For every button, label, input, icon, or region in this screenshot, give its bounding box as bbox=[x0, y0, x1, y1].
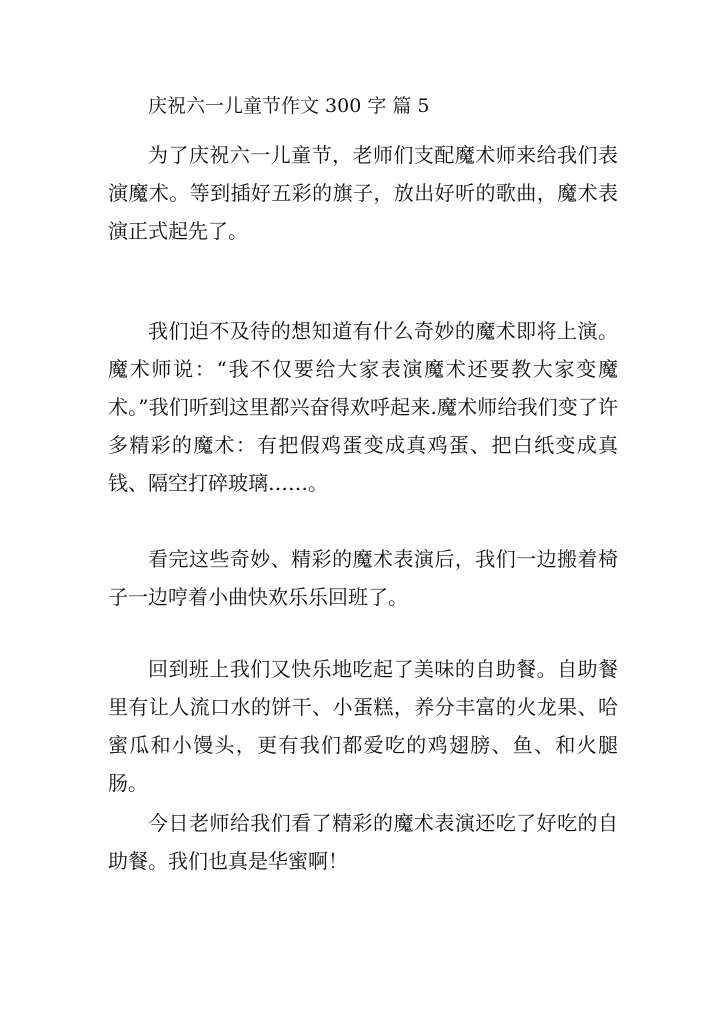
paragraph-4: 回到班上我们又快乐地吃起了美味的自助餐。自助餐里有让人流口水的饼干、小蛋糕，养分丰富的火龙果、哈蜜瓜和小馒头，更有我们都爱吃的鸡翅膀、鱼、和火腿肠。 bbox=[108, 657, 618, 795]
paragraph-1: 为了庆祝六一儿童节，老师们支配魔术师来给我们表演魔术。等到插好五彩的旗子，放出好听的歌曲，魔术表演正式起先了。 bbox=[108, 143, 618, 243]
essay-title: 庆祝六一儿童节作文 300 字 篇 5 bbox=[148, 95, 430, 117]
paragraph-2: 我们迫不及待的想知道有什么奇妙的魔术即将上演。魔术师说：“我不仅要给大家表演魔术还要教大家变魔术。”我们听到这里都兴奋得欢呼起来.魔术师给我们变了许多精彩的魔术：有把假鸡蛋变成真鸡蛋、把白纸变成真钱、隔空打碎玻璃……。 bbox=[108, 319, 618, 495]
paragraph-5: 今日老师给我们看了精彩的魔术表演还吃了好吃的自助餐。我们也真是华蜜啊！ bbox=[108, 811, 618, 873]
paragraph-3: 看完这些奇妙、精彩的魔术表演后，我们一边搬着椅子一边哼着小曲快欢乐乐回班了。 bbox=[108, 547, 618, 609]
